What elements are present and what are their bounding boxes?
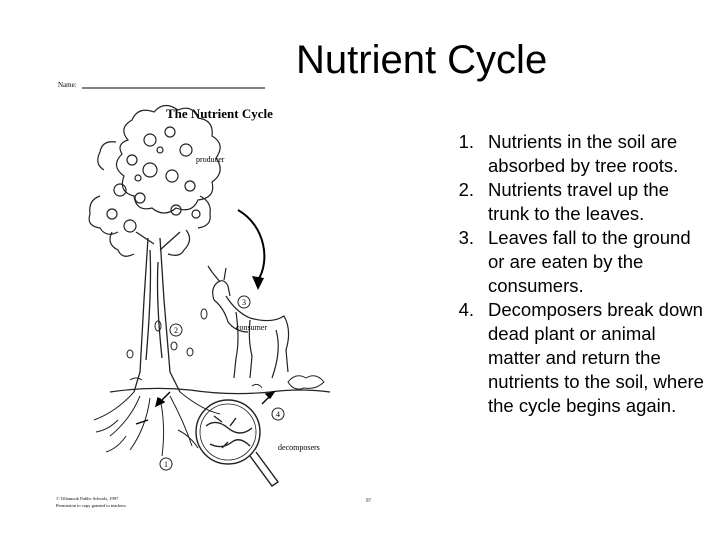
worksheet-footer-line2: Permission to copy granted to teachers. [56, 503, 127, 508]
decomposers-label: decomposers [278, 443, 320, 452]
name-label: Name: [58, 81, 77, 89]
step-number: 3. [458, 227, 474, 248]
svg-text:2: 2 [174, 326, 178, 335]
cycle-arrow [238, 210, 264, 280]
marker-1 [160, 458, 172, 470]
tree-canopy [89, 105, 220, 256]
cycle-steps-list [440, 130, 710, 418]
step-number: 1. [458, 131, 474, 152]
step-text: Nutrients in the soil are absorbed by tree roots. [488, 131, 679, 176]
step-number: 2. [458, 179, 474, 200]
list-item [440, 178, 710, 226]
worksheet-footer-line1: © Tillamook Public Schools, 1997 [56, 496, 119, 501]
consumer-label: consumer [236, 323, 268, 332]
list-item [440, 226, 710, 298]
producer-label: producer [196, 155, 225, 164]
step-number: 4. [458, 299, 474, 320]
svg-text:4: 4 [276, 410, 280, 419]
cycle-arrowhead [252, 276, 264, 290]
deer-consumer [208, 266, 289, 378]
marker-2 [170, 324, 182, 336]
slide-title: Nutrient Cycle [296, 38, 548, 82]
marker-3 [238, 296, 250, 308]
worksheet-page-number: 97 [366, 499, 371, 504]
svg-text:1: 1 [164, 460, 168, 469]
list-item [440, 130, 710, 178]
magnifier [196, 400, 278, 486]
step-text: Nutrients travel up the trunk to the leaves. [488, 179, 669, 224]
svg-text:3: 3 [242, 298, 246, 307]
ground-debris [130, 376, 324, 389]
marker-4 [272, 408, 284, 420]
step-text: Leaves fall to the ground or are eaten by the consumers. [488, 227, 691, 296]
worksheet-heading: The Nutrient Cycle [166, 106, 273, 121]
list-item [440, 298, 710, 418]
tree-trunk [134, 232, 180, 392]
step-text: Decomposers break down dead plant or animal matter and return the nutrients to the soil, where the cycle begins again. [488, 299, 704, 416]
